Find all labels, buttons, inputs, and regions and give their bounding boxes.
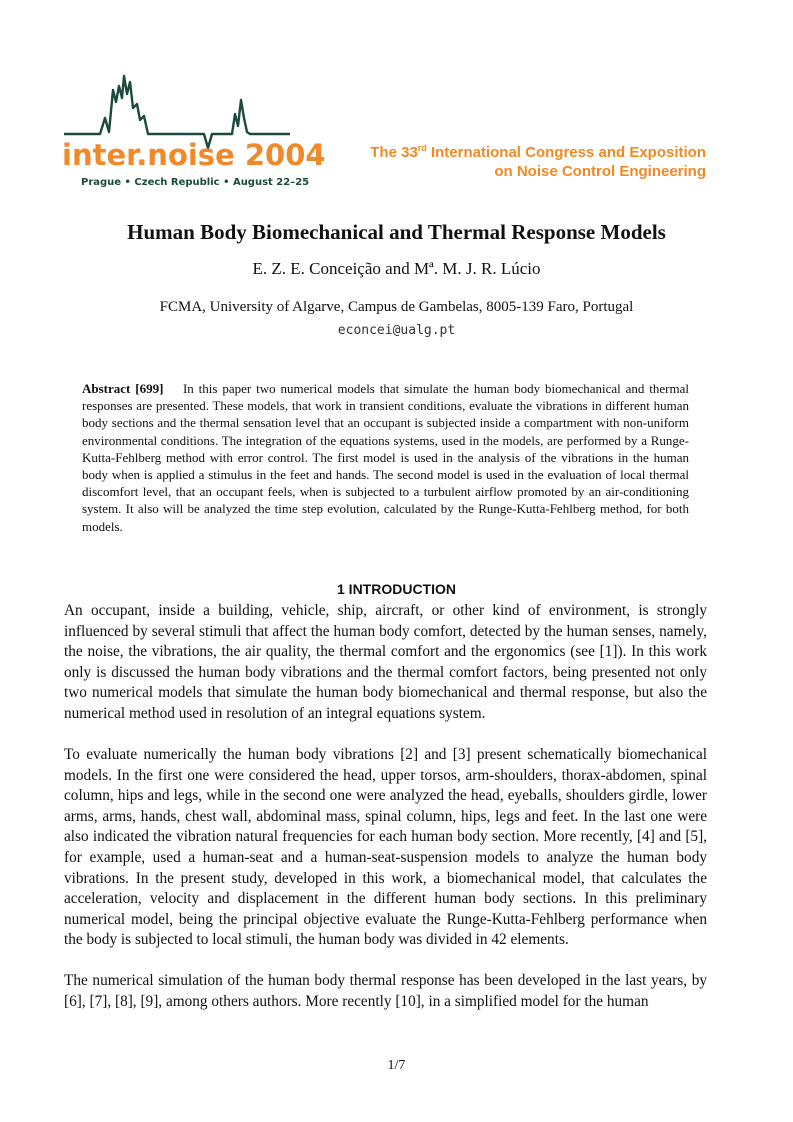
congress-line1: International Congress and Exposition xyxy=(426,144,706,161)
paper-affiliation: FCMA, University of Algarve, Campus de Gambelas, 8005-139 Faro, Portugal xyxy=(159,299,634,315)
congress-ordinal: rd xyxy=(417,143,427,153)
body-paragraph-2: To evaluate numerically the human body vibrations [2] and [3] present schematically biomechanical models. In the first one were considered the head, upper torsos, arm-shoulders, thorax-abdomen, spinal column, hips and legs, while in the second one were analyzed the head, eyeballs, shoulders girdle, lower arms, arms, hands, chest wall, abdominal mass, spinal column, hips, legs and feet. In the last one were also indicated the vibration natural frequencies for each human body section. More recently, [4] and [5], for example, used a human-seat and a human-seat-suspension models to analyze the human body vibrations. In the present study, developed in this work, a biomechanical model, that calculates the acceleration, velocity and displacement in the different human body sections. In this preliminary numerical model, being the principal objective evaluate the Runge-Kutta-Fehlberg performance when the body is subjected to local stimuli, the human body was divided in 42 elements. xyxy=(64,746,707,949)
paper-title: Human Body Biomechanical and Thermal Response Models xyxy=(127,220,666,244)
logo-wordmark: inter.noise 2004 xyxy=(62,138,326,172)
abstract xyxy=(82,380,689,535)
body-paragraph-1: An occupant, inside a building, vehicle, ship, aircraft, or other kind of environment, is strongly influenced by several stimuli that affect the human body comfort, detected by the human senses, namely, the noise, the vibrations, the air quality, the thermal comfort and the ergonomics (see [1]). In this work only is discussed the human body vibrations and the thermal comfort factors, being presented not only two numerical models that simulate the human body biomechanical and thermal response, but also the numerical method used in resolution of an integral equations system. xyxy=(64,602,707,722)
author-email[interactable]: econcei@ualg.pt xyxy=(337,323,456,338)
abstract-label: Abstract [699] xyxy=(82,381,164,396)
congress-line2: on Noise Control Engineering xyxy=(494,163,706,180)
congress-prefix: The 33 xyxy=(370,144,418,161)
logo-subtitle: Prague • Czech Republic • August 22–25 xyxy=(81,177,310,188)
section-heading: 1 INTRODUCTION xyxy=(337,581,456,597)
abstract-text: In this paper two numerical models that simulate the human body biomechanical and thermal responses are presented. These models, that work in transient conditions, evaluate the vibrations in different human body sections and the thermal sensation level that an occupant is subjected inside a compartment with non-uniform environmental conditions. The integration of the equations systems, used in the models, are performed by a Runge-Kutta-Fehlberg method with error control. The first model is used in the analysis of the vibrations in the human body when is applied a stimulus in the feet and hands. The second model is used in the evaluation of local thermal discomfort level, that an occupant feels, when is subjected to a turbulent airflow promoted by an air-conditioning system. It also will be analyzed the time step evolution, calculated by the Runge-Kutta-Fehlberg method, for both models. xyxy=(82,381,689,534)
conference-logo xyxy=(60,68,296,194)
paper-authors: E. Z. E. Conceição and Mª. M. J. R. Lúcio xyxy=(252,259,541,278)
congress-heading xyxy=(370,139,706,181)
page-number: 1/7 xyxy=(387,1058,406,1073)
skyline-waveform-icon xyxy=(60,68,296,194)
body-paragraph-3: The numerical simulation of the human body thermal response has been developed in the last years, by [6], [7], [8], [9], among others authors. More recently [10], in a simplified model for the human xyxy=(64,972,707,1010)
